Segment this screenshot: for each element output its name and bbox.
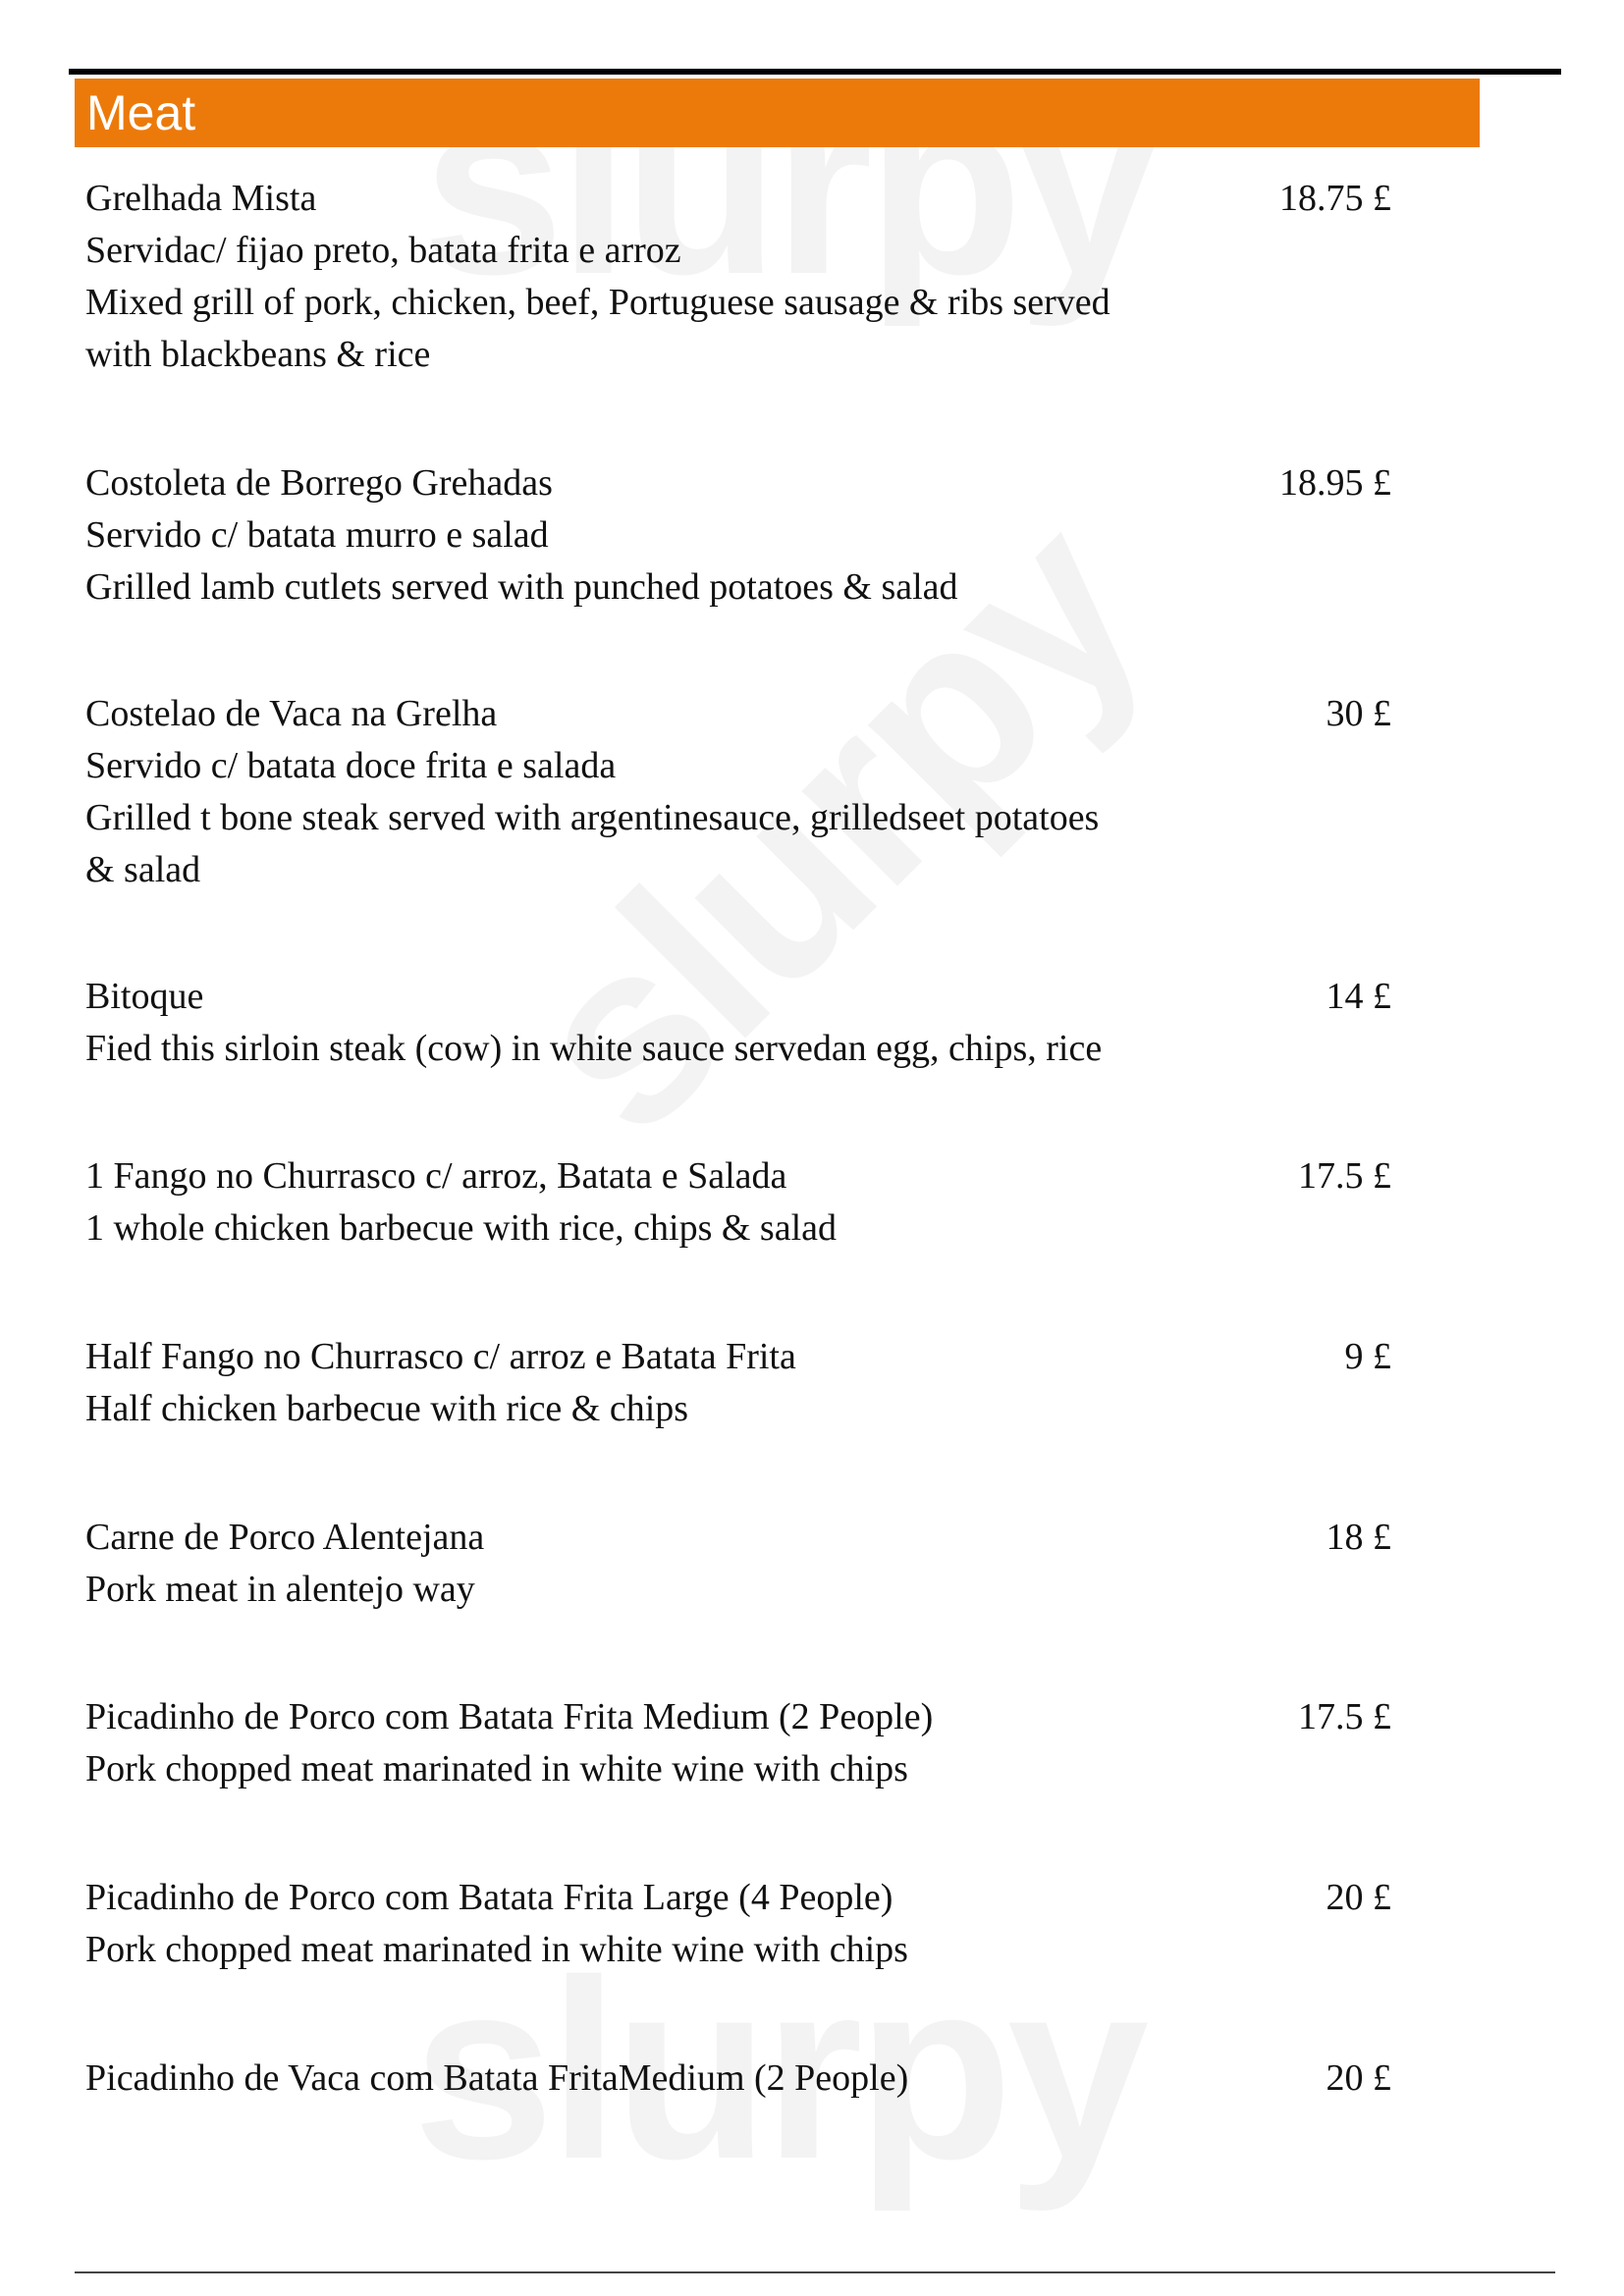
item-price: 9 £	[1344, 1336, 1391, 1377]
item-line: 1 whole chicken barbecue with rice, chips & salad	[85, 1207, 837, 1249]
item-price: 17.5 £	[1298, 1696, 1391, 1737]
menu-item	[85, 1691, 1391, 1872]
item-name: Picadinho de Porco com Batata Frita Large (4 People)	[85, 1877, 893, 1918]
item-line: Grilled t bone steak served with argentinesauce, grilledseet potatoes	[85, 797, 1100, 838]
menu-item	[85, 1150, 1391, 1331]
item-line: Servidac/ fijao preto, batata frita e arroz	[85, 230, 681, 271]
menu-item	[85, 2053, 1391, 2111]
item-name: Picadinho de Porco com Batata Frita Medium (2 People)	[85, 1696, 934, 1737]
item-name: Carne de Porco Alentejana	[85, 1517, 485, 1558]
item-price: 20 £	[1326, 2057, 1391, 2099]
menu-item	[85, 688, 1391, 971]
item-name: Grelhada Mista	[85, 178, 317, 219]
item-price: 17.5 £	[1298, 1155, 1391, 1197]
item-price: 20 £	[1326, 1877, 1391, 1918]
item-price: 14 £	[1326, 976, 1391, 1017]
item-line: Mixed grill of pork, chicken, beef, Portuguese sausage & ribs served	[85, 282, 1110, 323]
item-name: Costoleta de Borrego Grehadas	[85, 462, 553, 504]
item-description	[85, 457, 1234, 614]
item-description	[85, 2053, 1234, 2105]
menu-item	[85, 1331, 1391, 1512]
item-description	[85, 971, 1234, 1075]
item-price: 18.75 £	[1279, 178, 1391, 219]
item-description	[85, 173, 1234, 381]
top-rule	[69, 69, 1561, 75]
item-description	[85, 1872, 1234, 1976]
item-description	[85, 1331, 1234, 1435]
menu-item	[85, 457, 1391, 688]
item-price: 18 £	[1326, 1517, 1391, 1558]
item-line: Grilled lamb cutlets served with punched potatoes & salad	[85, 566, 958, 608]
item-description	[85, 1150, 1234, 1255]
item-line: Servido c/ batata murro e salad	[85, 514, 549, 556]
item-line: Fied this sirloin steak (cow) in white sauce servedan egg, chips, rice	[85, 1028, 1103, 1069]
menu-item	[85, 1872, 1391, 2053]
item-line: Half chicken barbecue with rice & chips	[85, 1388, 689, 1429]
item-description	[85, 1512, 1234, 1616]
item-name: Costelao de Vaca na Grelha	[85, 693, 498, 734]
item-description	[85, 688, 1234, 896]
item-price: 30 £	[1326, 693, 1391, 734]
section-title: Meat	[86, 85, 196, 140]
item-line: Pork meat in alentejo way	[85, 1569, 475, 1610]
menu-item	[85, 971, 1391, 1150]
item-name: Bitoque	[85, 976, 204, 1017]
menu-item	[85, 173, 1391, 457]
item-price: 18.95 £	[1279, 462, 1391, 504]
menu-item	[85, 1512, 1391, 1691]
bottom-rule	[75, 2271, 1555, 2273]
item-line: Pork chopped meat marinated in white wine with chips	[85, 1929, 908, 1970]
item-name: Picadinho de Vaca com Batata FritaMedium (2 People)	[85, 2057, 909, 2099]
item-line: Servido c/ batata doce frita e salada	[85, 745, 617, 786]
item-line: Pork chopped meat marinated in white wine with chips	[85, 1748, 908, 1789]
section-header	[75, 79, 1480, 147]
item-name: 1 Fango no Churrasco c/ arroz, Batata e Salada	[85, 1155, 787, 1197]
item-line: with blackbeans & rice	[85, 334, 431, 375]
menu-list	[85, 173, 1391, 2111]
item-description	[85, 1691, 1234, 1795]
item-name: Half Fango no Churrasco c/ arroz e Batata Frita	[85, 1336, 796, 1377]
item-line: & salad	[85, 849, 201, 890]
